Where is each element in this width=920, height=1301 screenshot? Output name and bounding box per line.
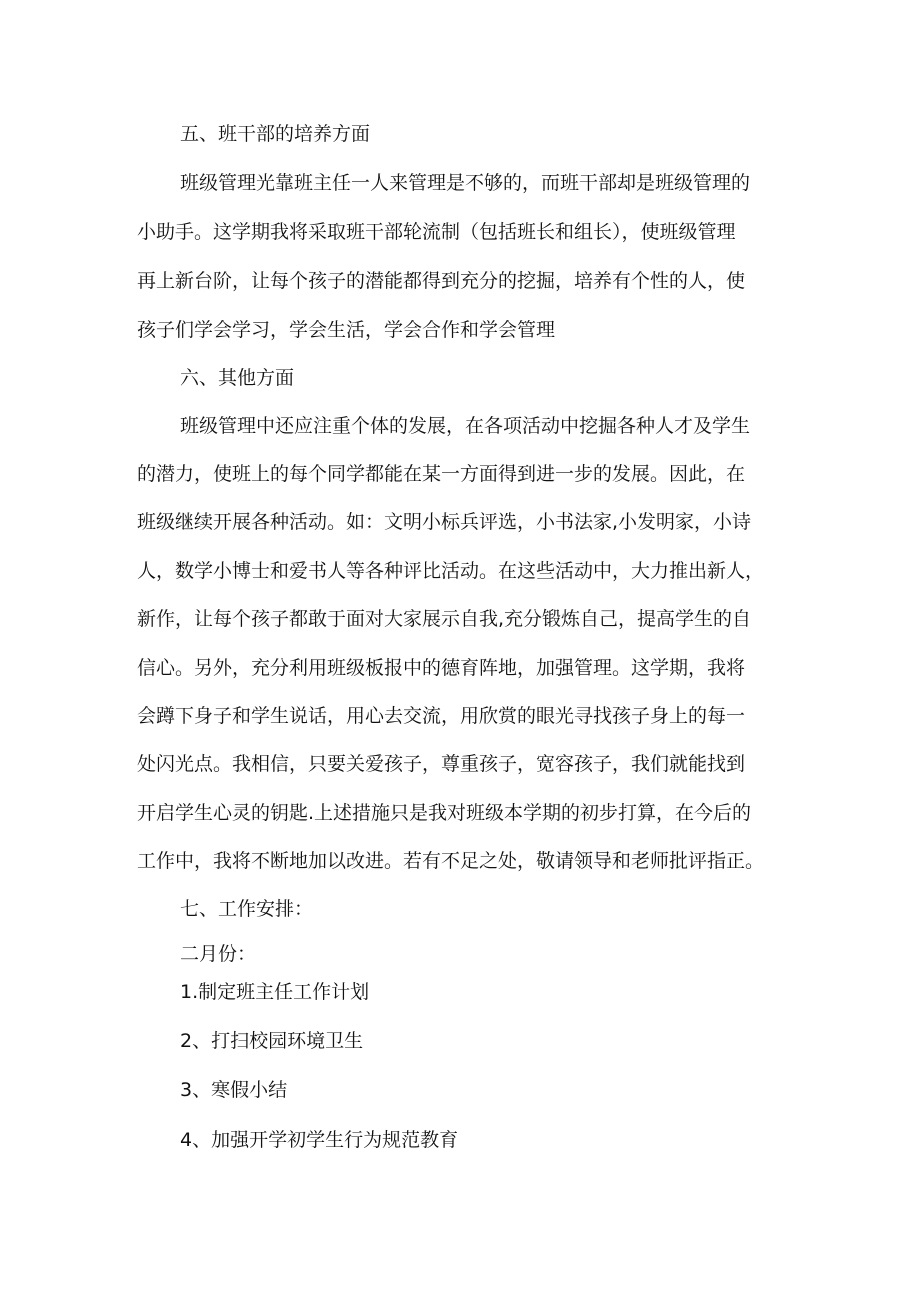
section-6-paragraph-line: 开启学生心灵的钥匙.上述措施只是我对班级本学期的初步打算，在今后的 — [137, 802, 752, 824]
month-label: 二月份： — [180, 943, 257, 965]
section-6-paragraph-line: 新作，让每个孩子都敢于面对大家展示自我,充分锻炼自己，提高学生的自 — [137, 608, 752, 630]
section-5-paragraph-line: 再上新台阶，让每个孩子的潜能都得到充分的挖掘，培养有个性的人，使 — [137, 270, 746, 292]
section-6-paragraph-line: 班级管理中还应注重个体的发展，在各项活动中挖掘各种人才及学生 — [180, 415, 751, 437]
work-item: 2、打扫校园环境卫生 — [180, 1030, 364, 1052]
section-5-paragraph-line: 小助手。这学期我将采取班干部轮流制（包括班长和组长），使班级管理 — [137, 221, 736, 243]
section-6-paragraph-line: 处闪光点。我相信，只要关爱孩子，尊重孩子，宽容孩子，我们就能找到 — [137, 753, 746, 775]
section-5-heading: 五、班干部的培养方面 — [180, 123, 371, 145]
section-6-paragraph-line: 工作中，我将不断地加以改进。若有不足之处，敬请领导和老师批评指正。 — [137, 850, 765, 872]
section-7-heading: 七、工作安排： — [180, 898, 314, 920]
section-5-paragraph-line: 孩子们学会学习，学会生活，学会合作和学会管理 — [137, 319, 556, 341]
work-item: 3、寒假小结 — [180, 1079, 288, 1101]
work-item: 1.制定班主任工作计划 — [180, 981, 370, 1003]
section-6-paragraph-line: 会蹲下身子和学生说话，用心去交流，用欣赏的眼光寻找孩子身上的每一 — [137, 705, 746, 727]
section-6-paragraph-line: 人，数学小博士和爱书人等各种评比活动。在这些活动中，大力推出新人， — [137, 560, 765, 582]
section-6-paragraph-line: 班级继续开展各种活动。如：文明小标兵评选，小书法家,小发明家，小诗 — [137, 511, 752, 533]
section-5-paragraph-line: 班级管理光靠班主任一人来管理是不够的，而班干部却是班级管理的 — [180, 172, 751, 194]
section-6-heading: 六、其他方面 — [180, 367, 295, 389]
work-item: 4、加强开学初学生行为规范教育 — [180, 1129, 459, 1151]
section-6-paragraph-line: 信心。另外，充分利用班级板报中的德育阵地，加强管理。这学期，我将 — [137, 657, 746, 679]
section-6-paragraph-line: 的潜力，使班上的每个同学都能在某一方面得到进一步的发展。因此，在 — [137, 463, 746, 485]
